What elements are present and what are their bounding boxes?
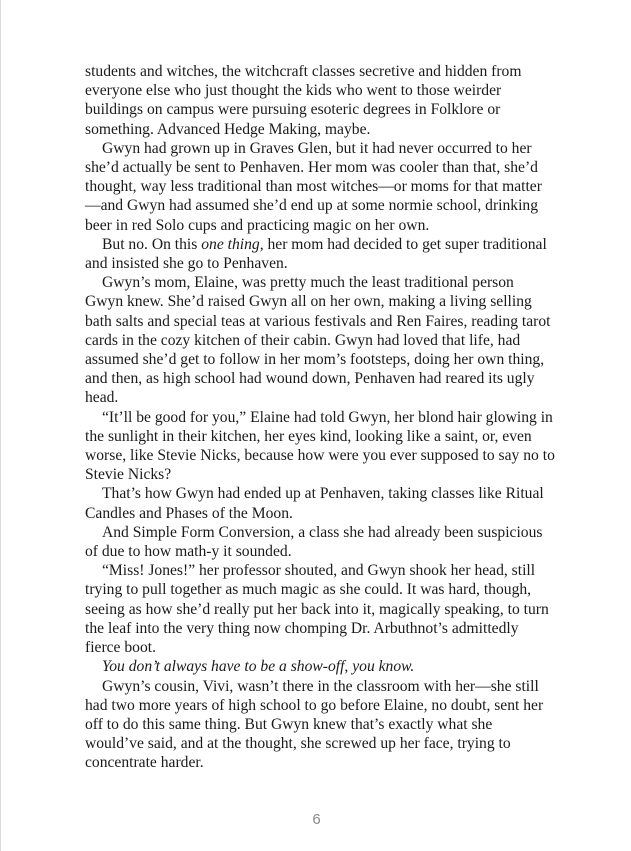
emphasis-text: You don’t always have to be a show-off, you know. — [102, 658, 415, 676]
paragraph — [85, 62, 555, 139]
paragraph — [85, 677, 555, 773]
paragraph-text: her mom had decided to get super traditional and insisted she go to Penhaven. — [85, 235, 547, 273]
paragraph-text: Gwyn had grown up in Graves Glen, but it had never occurred to her she’d actually be sent to Penhaven. Her mom was cooler than that, she’d thought, way less traditional than most witches—or moms for that matter—and Gwyn had assumed she’d end up at some normie school, drinking beer in red Solo cups and practicing magic on her own. — [85, 139, 542, 234]
paragraph-text: “It’ll be good for you,” Elaine had told Gwyn, her blond hair glowing in the sunlight in their kitchen, her eyes kind, looking like a saint, or, even worse, like Stevie Nicks, because how were you ever supposed to say no to Stevie Nicks? — [85, 408, 555, 484]
body-text — [85, 62, 555, 773]
paragraph-text: Gwyn’s mom, Elaine, was pretty much the least traditional person Gwyn knew. She’d raised Gwyn all on her own, making a living selling bath salts and special teas at various festivals and Ren Faires, reading tarot cards in the cozy kitchen of their cabin. Gwyn had loved that life, had assumed she’d get to follow in her mom’s footsteps, doing her own thing, and then, as high school had wound down, Penhaven had reared its ugly head. — [85, 274, 551, 407]
paragraph-text: “Miss! Jones!” her professor shouted, and Gwyn shook her head, still trying to pull together as much magic as she could. It was hard, though, seeing as how she’d really put her back into it, magically speaking, to turn the leaf into the very thing now chomping Dr. Arbuthnot’s admittedly fierce boot. — [85, 562, 549, 657]
paragraph-text: Gwyn’s cousin, Vivi, wasn’t there in the classroom with her—she still had two more years of high school to go before Elaine, no doubt, sent her off to do this same thing. But Gwyn knew that’s exactly what she would’ve said, and at the thought, she screwed up her face, trying to concentrate harder. — [85, 677, 544, 772]
paragraph — [85, 273, 555, 407]
emphasis-text: one thing, — [201, 235, 264, 253]
paragraph-text: But no. On this — [102, 235, 202, 253]
paragraph — [85, 139, 555, 235]
paragraph — [85, 523, 555, 561]
paragraph — [85, 235, 555, 273]
page-number: 6 — [312, 811, 321, 828]
paragraph — [85, 561, 555, 657]
paragraph — [85, 484, 555, 522]
paragraph — [85, 408, 555, 485]
paragraph — [85, 657, 555, 676]
paragraph-text: And Simple Form Conversion, a class she had already been suspicious of due to how math-y it sounded. — [85, 523, 543, 561]
paragraph-text: students and witches, the witchcraft classes secretive and hidden from everyone else who just thought the kids who went to those weirder buildings on campus were pursuing esoteric degrees in Folklore or something. Advanced Hedge Making, maybe. — [85, 63, 522, 138]
paragraph-text: That’s how Gwyn had ended up at Penhaven, taking classes like Ritual Candles and Phases of the Moon. — [85, 485, 544, 522]
